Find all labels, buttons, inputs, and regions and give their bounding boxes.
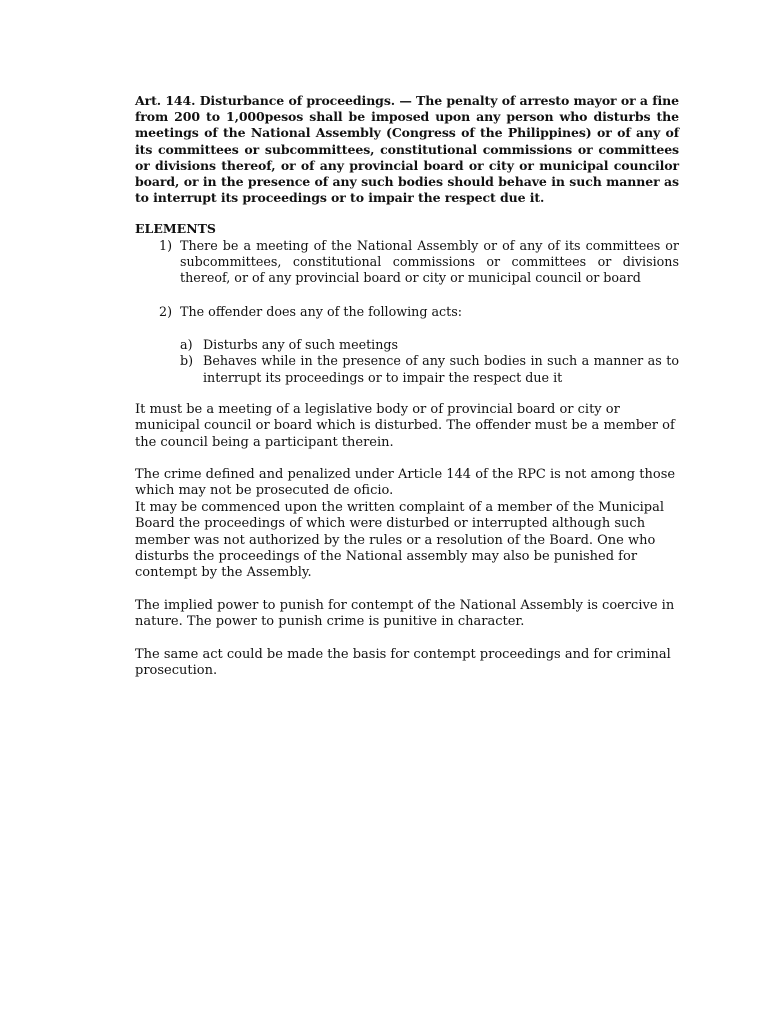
body-paragraph: The same act could be made the basis for contempt proceedings and for criminal prosecution. [135,646,671,679]
list-item [135,238,679,287]
body-paragraph: The crime defined and penalized under Article 144 of the RPC is not among those which may not be prosecuted de oficio. [135,467,676,499]
sublist-item [180,337,679,353]
elements-list [135,238,679,386]
body-paragraph: It may be commenced upon the written complaint of a member of the Municipal Board the proceedings of which were disturbed or interrupted although such member was not authorized by the rules or a resolution of the Board. One who disturbs the proceedings of the National assembly may also be punished for contempt by the Assembly. [135,499,665,581]
sublist-item-text: Disturbs any of such meetings [203,336,399,352]
body-paragraph: The implied power to punish for contempt of the National Assembly is coercive in nature. The power to punish crime is punitive in character. [135,597,675,630]
acts-sublist [180,337,679,386]
sublist-item-text: Behaves while in the presence of any such bodies in such a manner as to interrupt its proceedings or to impair the respect due it [203,353,679,385]
body-paragraph: It must be a meeting of a legislative body or of provincial board or city or municipal council or board which is disturbed. The offender must be a member of the council being a participant therein. [135,401,675,450]
article-paragraph: Art. 144. Disturbance of proceedings. — The penalty of arresto mayor or a fine from 200 to 1,000pesos shall be imposed upon any person who disturbs the meetings of the National Assembly (Congress of the Philippines) or of any of its committees or subcommittees, constitutional commissions or committees or divisions thereof, or of any provincial board or city or municipal councilor board, or in the presence of any such bodies should behave in such manner as to interrupt its proceedings or to impair the respect due it. [135,93,679,206]
list-marker: 1) [159,237,173,253]
sublist-marker: a) [180,336,193,352]
sublist-marker: b) [180,353,194,369]
sublist-item [180,353,679,386]
list-item [135,304,679,386]
list-item-text: There be a meeting of the National Assembly or of any of its committees or subcommittees, constitutional commissions or committees or divisions thereof, or of any provincial board or city or municipal council or board [180,237,679,286]
list-marker: 2) [159,303,173,319]
document-page [135,93,679,679]
list-item-text: The offender does any of the following acts: [180,303,463,319]
elements-heading: ELEMENTS [135,221,216,237]
